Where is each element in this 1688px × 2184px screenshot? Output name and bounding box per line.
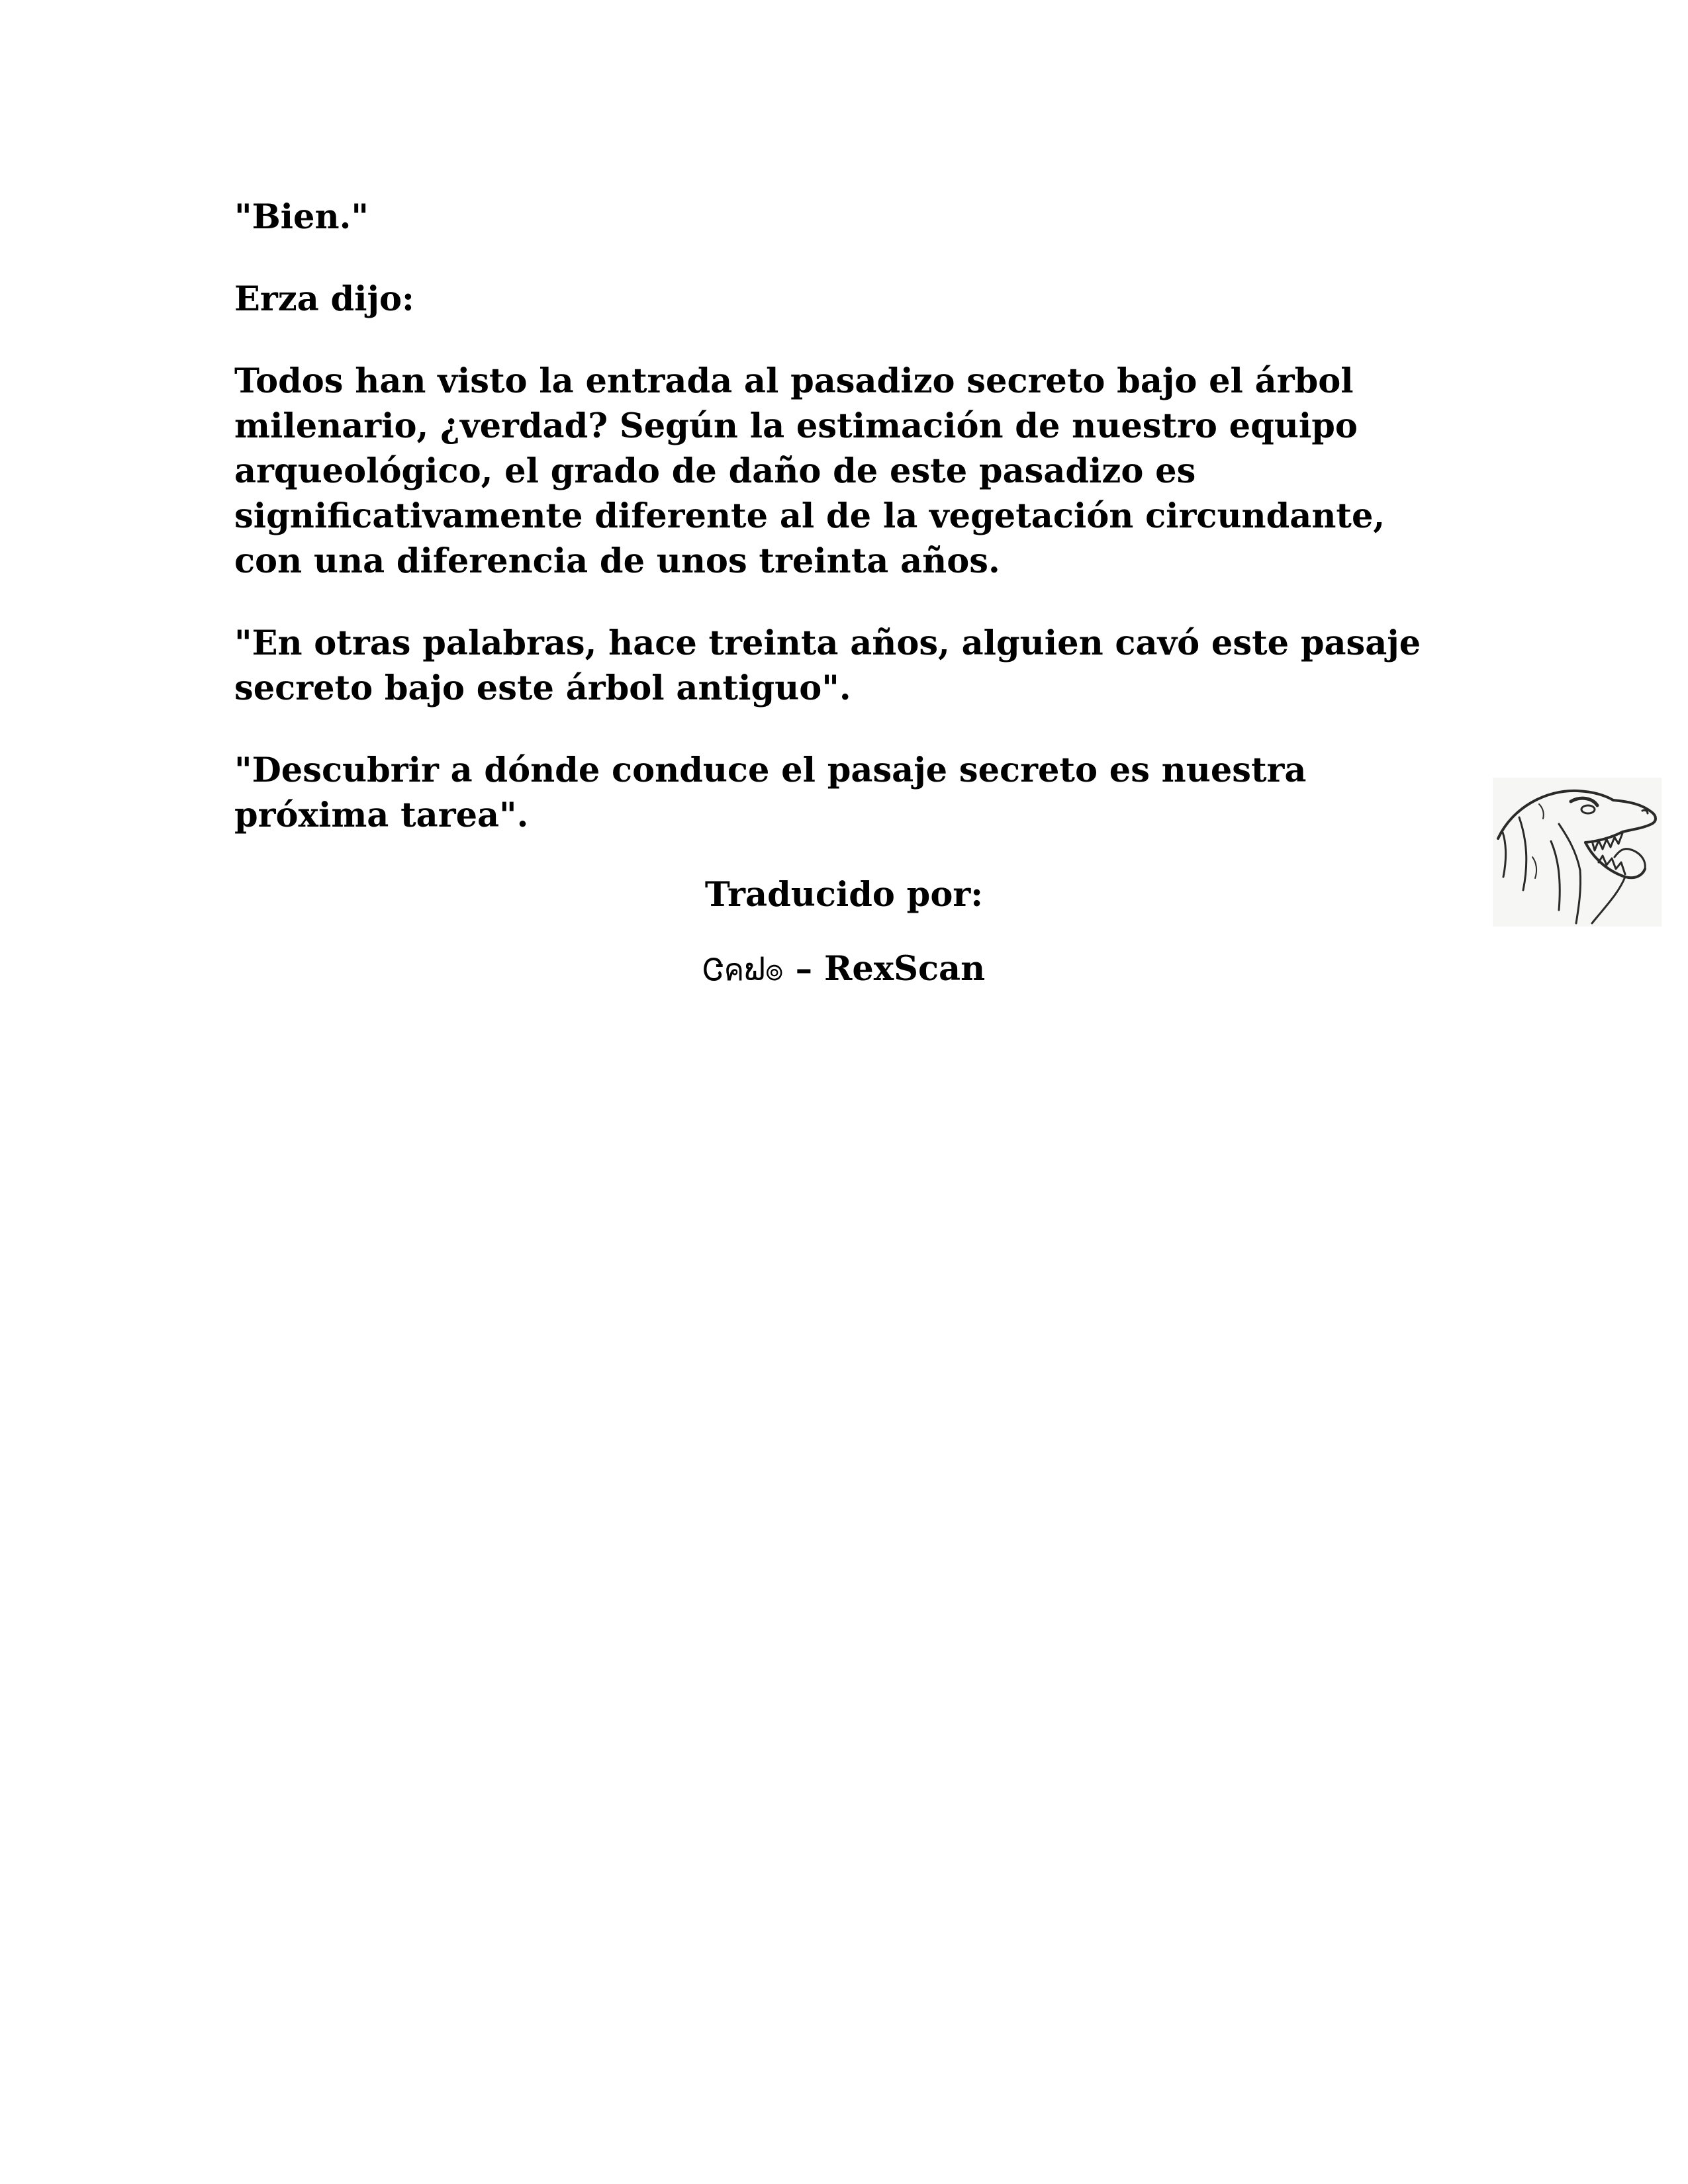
paragraph-1: "Bien.": [234, 197, 369, 237]
group-name: RexScan: [823, 949, 986, 989]
paragraph-5: "Descubrir a dónde conduce el pasaje secreto es nuestra próxima tarea".: [234, 751, 1307, 835]
paragraph-2: Erza dijo:: [234, 279, 414, 319]
credits-label: Traducido por:: [704, 875, 984, 915]
translator-name: Ꮳคຟ๏: [702, 952, 784, 987]
paragraph-3: Todos han visto la entrada al pasadizo secreto bajo el árbol milenario, ¿verdad? Según la estimación de nuestro equipo arqueológico, el grado de daño de este pasadizo es significativamente diferente al de la vegetación circundante, con una diferencia de unos treinta años.: [234, 361, 1385, 581]
trex-head-sketch-icon: [1493, 778, 1662, 927]
document-body: [234, 195, 1459, 875]
credits-separator: –: [783, 949, 824, 989]
paragraph-4: "En otras palabras, hace treinta años, alguien cavó este pasaje secreto bajo este árbol antiguo".: [234, 623, 1421, 708]
credits-line: [0, 946, 1688, 992]
